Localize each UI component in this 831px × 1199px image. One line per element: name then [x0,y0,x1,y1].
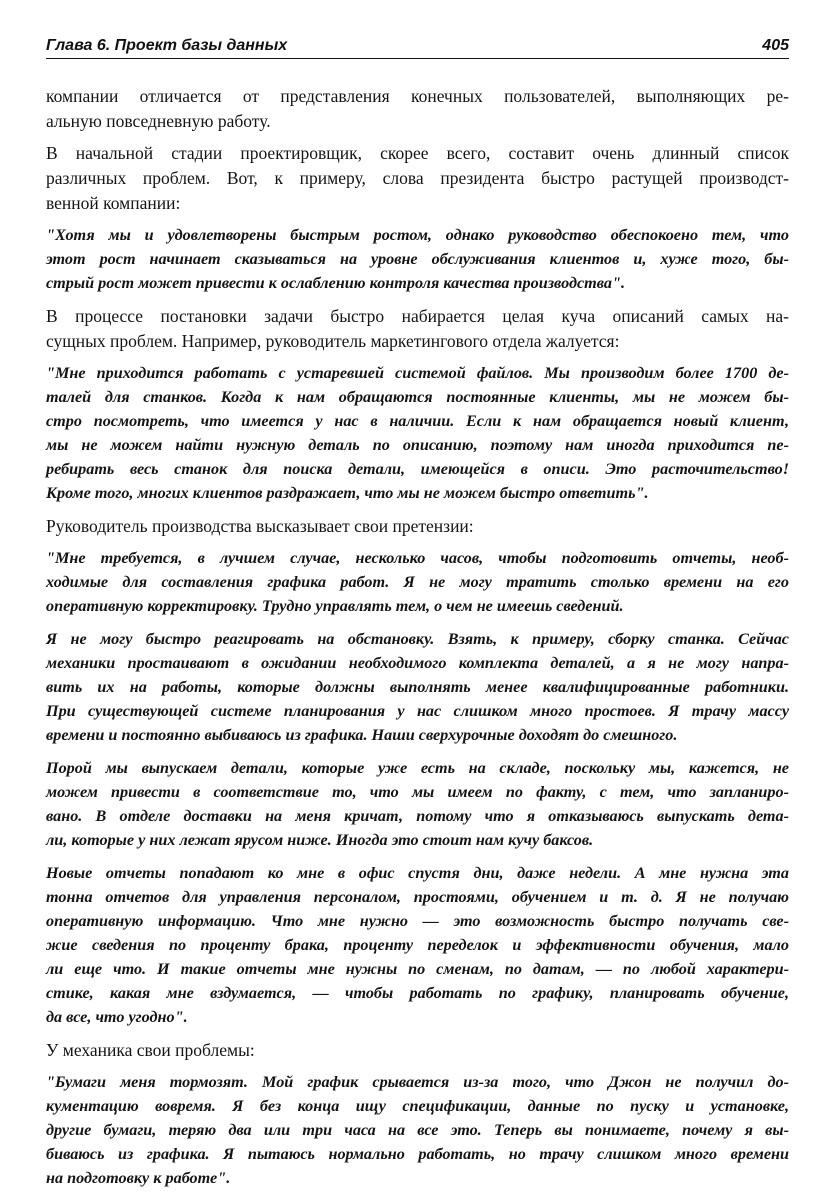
text-line: вано. В отделе доставки на меня кричат, потому что я отказываюсь выпускать дета- [46,807,789,825]
text-line: другие бумаги, теряю два или три часа на все это. Теперь вы понимаете, почему я вы- [46,1121,789,1139]
text-line: сущных проблем. Например, руководитель маркетингового отдела жалуется: [46,331,620,351]
text-line: биваюсь из графика. Я пытаюсь нормально работать, но трачу слишком много времени [46,1145,789,1163]
quote-paragraph [46,546,789,618]
text-line: жие сведения по проценту брака, проценту переделок и эффективности обучения, мало [46,936,789,954]
page-number: 405 [762,37,789,54]
text-line: "Хотя мы и удовлетворены быстрым ростом, однако руководство обеспокоено тем, что [46,226,789,244]
text-line: стике, какая мне вздумается, — чтобы работать по графику, планировать обучение, [46,984,789,1002]
text-line: мы не можем найти нужную деталь по описанию, поэтому нам иногда приходится пе- [46,436,789,454]
quote-paragraph [46,1070,789,1190]
quote-paragraph [46,627,789,747]
text-line: ходимые для составления графика работ. Я не могу тратить столько времени на его [46,573,789,591]
text-line: оперативную информацию. Что мне нужно — это возможность быстро получать све- [46,912,789,930]
quote-paragraph [46,861,789,1029]
text-line: стро посмотреть, что имеется у нас в наличии. Если к нам обращается новый клиент, [46,412,789,430]
text-line: можем привести в соответствие то, что мы имеем по факту, с тем, что запланиро- [46,783,789,801]
text-line: Порой мы выпускаем детали, которые уже есть на складе, поскольку мы, кажется, не [46,759,789,777]
text-line: Кроме того, многих клиентов раздражает, что мы не можем быстро ответить". [46,484,649,502]
text-line: ребирать весь станок для поиска детали, имеющейся в описи. Это расточительство! [46,460,789,478]
text-paragraph [46,1038,789,1063]
text-paragraph [46,84,789,134]
page-body [46,84,789,1199]
text-line: В начальной стадии проектировщик, скорее всего, составит очень длинный список [46,143,789,163]
quote-paragraph [46,361,789,505]
text-line: В процессе постановки задачи быстро набирается целая куча описаний самых на- [46,306,789,326]
text-line: этот рост начинает сказываться на уровне обслуживания клиентов и, хуже того, бы- [46,250,789,268]
text-paragraph [46,304,789,354]
text-line: "Мне приходится работать с устаревшей системой файлов. Мы производим более 1700 де- [46,364,789,382]
text-line: Я не могу быстро реагировать на обстановку. Взять, к примеру, сборку станка. Сейчас [46,630,789,648]
text-line: Руководитель производства высказывает свои претензии: [46,516,474,536]
text-line: механики простаивают в ожидании необходимого комплекта деталей, а я не могу напра- [46,654,789,672]
text-line: компании отличается от представления конечных пользователей, выполняющих ре- [46,86,789,106]
running-header [46,34,789,59]
quote-paragraph [46,756,789,852]
text-line: вить их на работы, которые должны выполнять менее квалифицированные работники. [46,678,789,696]
text-line: да все, что угодно". [46,1008,188,1026]
text-line: "Бумаги меня тормозят. Мой график срывается из-за того, что Джон не получил до- [46,1073,789,1091]
chapter-title: Глава 6. Проект базы данных [46,37,288,54]
text-paragraph [46,141,789,216]
text-paragraph [46,514,789,539]
text-line: стрый рост может привести к ослаблению контроля качества производства". [46,274,626,292]
text-line: "Мне требуется, в лучшем случае, несколько часов, чтобы подготовить отчеты, необ- [46,549,789,567]
text-line: на подготовку к работе". [46,1169,231,1187]
text-line: кументацию вовремя. Я без конца ищу спецификации, данные по пуску и установке, [46,1097,789,1115]
text-line: оперативную корректировку. Трудно управлять тем, о чем не имеешь сведений. [46,597,624,615]
text-line: При существующей системе планирования у нас слишком много простоев. Я трачу массу [46,702,789,720]
text-line: У механика свои проблемы: [46,1040,255,1060]
text-line: тонна отчетов для управления персоналом, простоями, обучением и т. д. Я не получаю [46,888,789,906]
text-line: талей для станков. Когда к нам обращаются постоянные клиенты, мы не можем бы- [46,388,789,406]
text-line: ли еще что. И такие отчеты мне нужны по сменам, по датам, — по любой характери- [46,960,789,978]
text-line: альную повседневную работу. [46,111,271,131]
text-line: времени и постоянно выбиваюсь из графика. Наши сверхурочные доходят до смешного. [46,726,678,744]
text-line: венной компании: [46,193,181,213]
quote-paragraph [46,223,789,295]
text-line: ли, которые у них лежат ярусом ниже. Иногда это стоит нам кучу баксов. [46,831,594,849]
text-line: Новые отчеты попадают ко мне в офис спустя дни, даже недели. А мне нужна эта [46,864,789,882]
text-line: различных проблем. Вот, к примеру, слова президента быстро растущей производст- [46,168,789,188]
